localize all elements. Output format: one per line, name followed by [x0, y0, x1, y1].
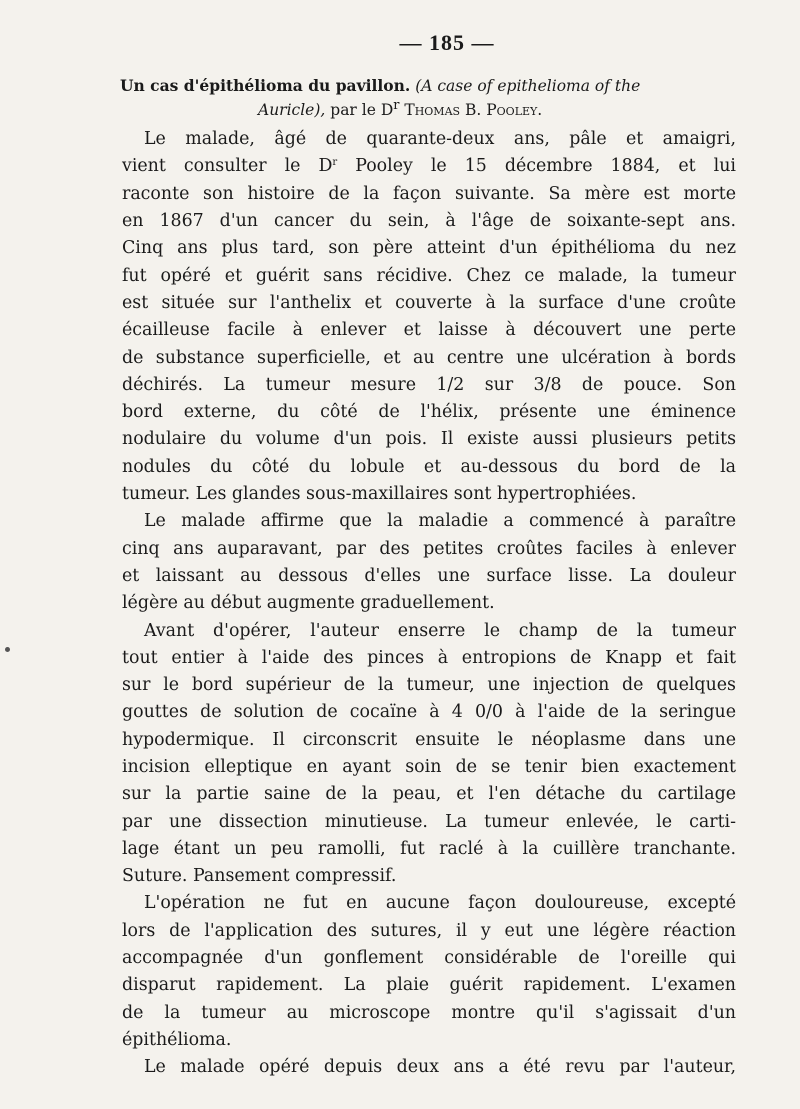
text-line: sur la partie saine de la peau, et l'en détache du cartilage [122, 784, 736, 805]
paragraph [122, 508, 736, 617]
margin-speck [5, 647, 10, 652]
text-line: hypodermique. Il circonscrit ensuite le néoplasme dans une [122, 729, 736, 750]
text-line: tout entier à l'aide des pinces à entropions de Knapp et fait [122, 647, 736, 668]
page-content [122, 30, 736, 1082]
text-line: Suture. Pansement compressif. [122, 866, 397, 887]
article-body [122, 126, 736, 1081]
text-line: est située sur l'anthelix et couverte à la surface d'une croûte [122, 292, 736, 313]
text-line: en 1867 d'un cancer du sein, à l'âge de soixante-sept ans. [122, 211, 736, 232]
text-line: légère au début augmente graduellement. [122, 593, 495, 614]
text-line: vient consulter le $D^r$ Pooley le 15 décembre 1884, et lui [122, 156, 736, 177]
text-line: gouttes de solution de cocaïne à 4 0/0 à l'aide de la seringue [122, 702, 736, 723]
text-line: épithélioma. [122, 1029, 232, 1050]
article-english-title-cont: Auricle), [258, 101, 331, 120]
text-line: incision elleptique en ayant soin de se tenir bien exactement [122, 756, 736, 777]
text-line: nodules du côté du lobule et au-dessous du bord de la [122, 456, 736, 477]
text-line: nodulaire du volume d'un pois. Il existe aussi plusieurs petits [122, 429, 736, 450]
text-line: bord externe, du côté de l'hélix, présente une éminence [122, 402, 736, 423]
paragraph [122, 126, 736, 508]
text-line: lors de l'application des sutures, il y eut une légère réaction [122, 920, 736, 941]
text-line: Le malade affirme que la maladie a commencé à paraître [144, 511, 736, 532]
article-heading [120, 76, 736, 120]
text-line: écailleuse facile à enlever et laisse à découvert une perte [122, 320, 736, 341]
article-english-title: (A case of epithelioma of the [415, 77, 641, 95]
text-line: par une dissection minutieuse. La tumeur enlevée, le carti- [122, 811, 736, 832]
paragraph [122, 890, 736, 1054]
text-line: sur le bord supérieur de la tumeur, une injection de quelques [122, 675, 736, 696]
text-line: Avant d'opérer, l'auteur enserre le champ de la tumeur [144, 620, 736, 641]
text-line: de la tumeur au microscope montre qu'il s'agissait d'un [122, 1002, 736, 1023]
text-line: Le malade, âgé de quarante-deux ans, pâle et amaigri, [144, 129, 736, 150]
text-line: lage étant un peu ramolli, fut raclé à la cuillère tranchante. [122, 838, 736, 859]
text-line: fut opéré et guérit sans récidive. Chez ce malade, la tumeur [122, 265, 736, 286]
text-line: L'opération ne fut en aucune façon douloureuse, excepté [144, 893, 736, 914]
article-byline: par le $D^r$ Thomas B. Pooley. [330, 98, 543, 120]
article-title: Un cas d'épithélioma du pavillon. [120, 76, 411, 95]
text-line: de substance superficielle, et au centre une ulcération à bords [122, 347, 736, 368]
text-line: accompagnée d'un gonflement considérable de l'oreille qui [122, 948, 736, 969]
text-line: disparut rapidement. La plaie guérit rapidement. L'examen [122, 975, 736, 996]
text-line: tumeur. Les glandes sous-maxillaires sont hypertrophiées. [122, 484, 637, 505]
text-line: raconte son histoire de la façon suivante. Sa mère est morte [122, 183, 736, 204]
text-line: déchirés. La tumeur mesure 1/2 sur 3/8 de pouce. Son [122, 374, 736, 395]
text-line: cinq ans auparavant, par des petites croûtes faciles à enlever [122, 538, 736, 559]
text-line: Le malade opéré depuis deux ans a été revu par l'auteur, [144, 1057, 736, 1078]
text-line: et laissant au dessous d'elles une surface lisse. La douleur [122, 565, 736, 586]
author-name: Thomas B. Pooley. [404, 101, 543, 120]
text-line: Cinq ans plus tard, son père atteint d'un épithélioma du nez [122, 238, 736, 259]
paragraph [122, 1054, 736, 1081]
page-number: — 185 — [399, 30, 495, 55]
paragraph [122, 618, 736, 891]
